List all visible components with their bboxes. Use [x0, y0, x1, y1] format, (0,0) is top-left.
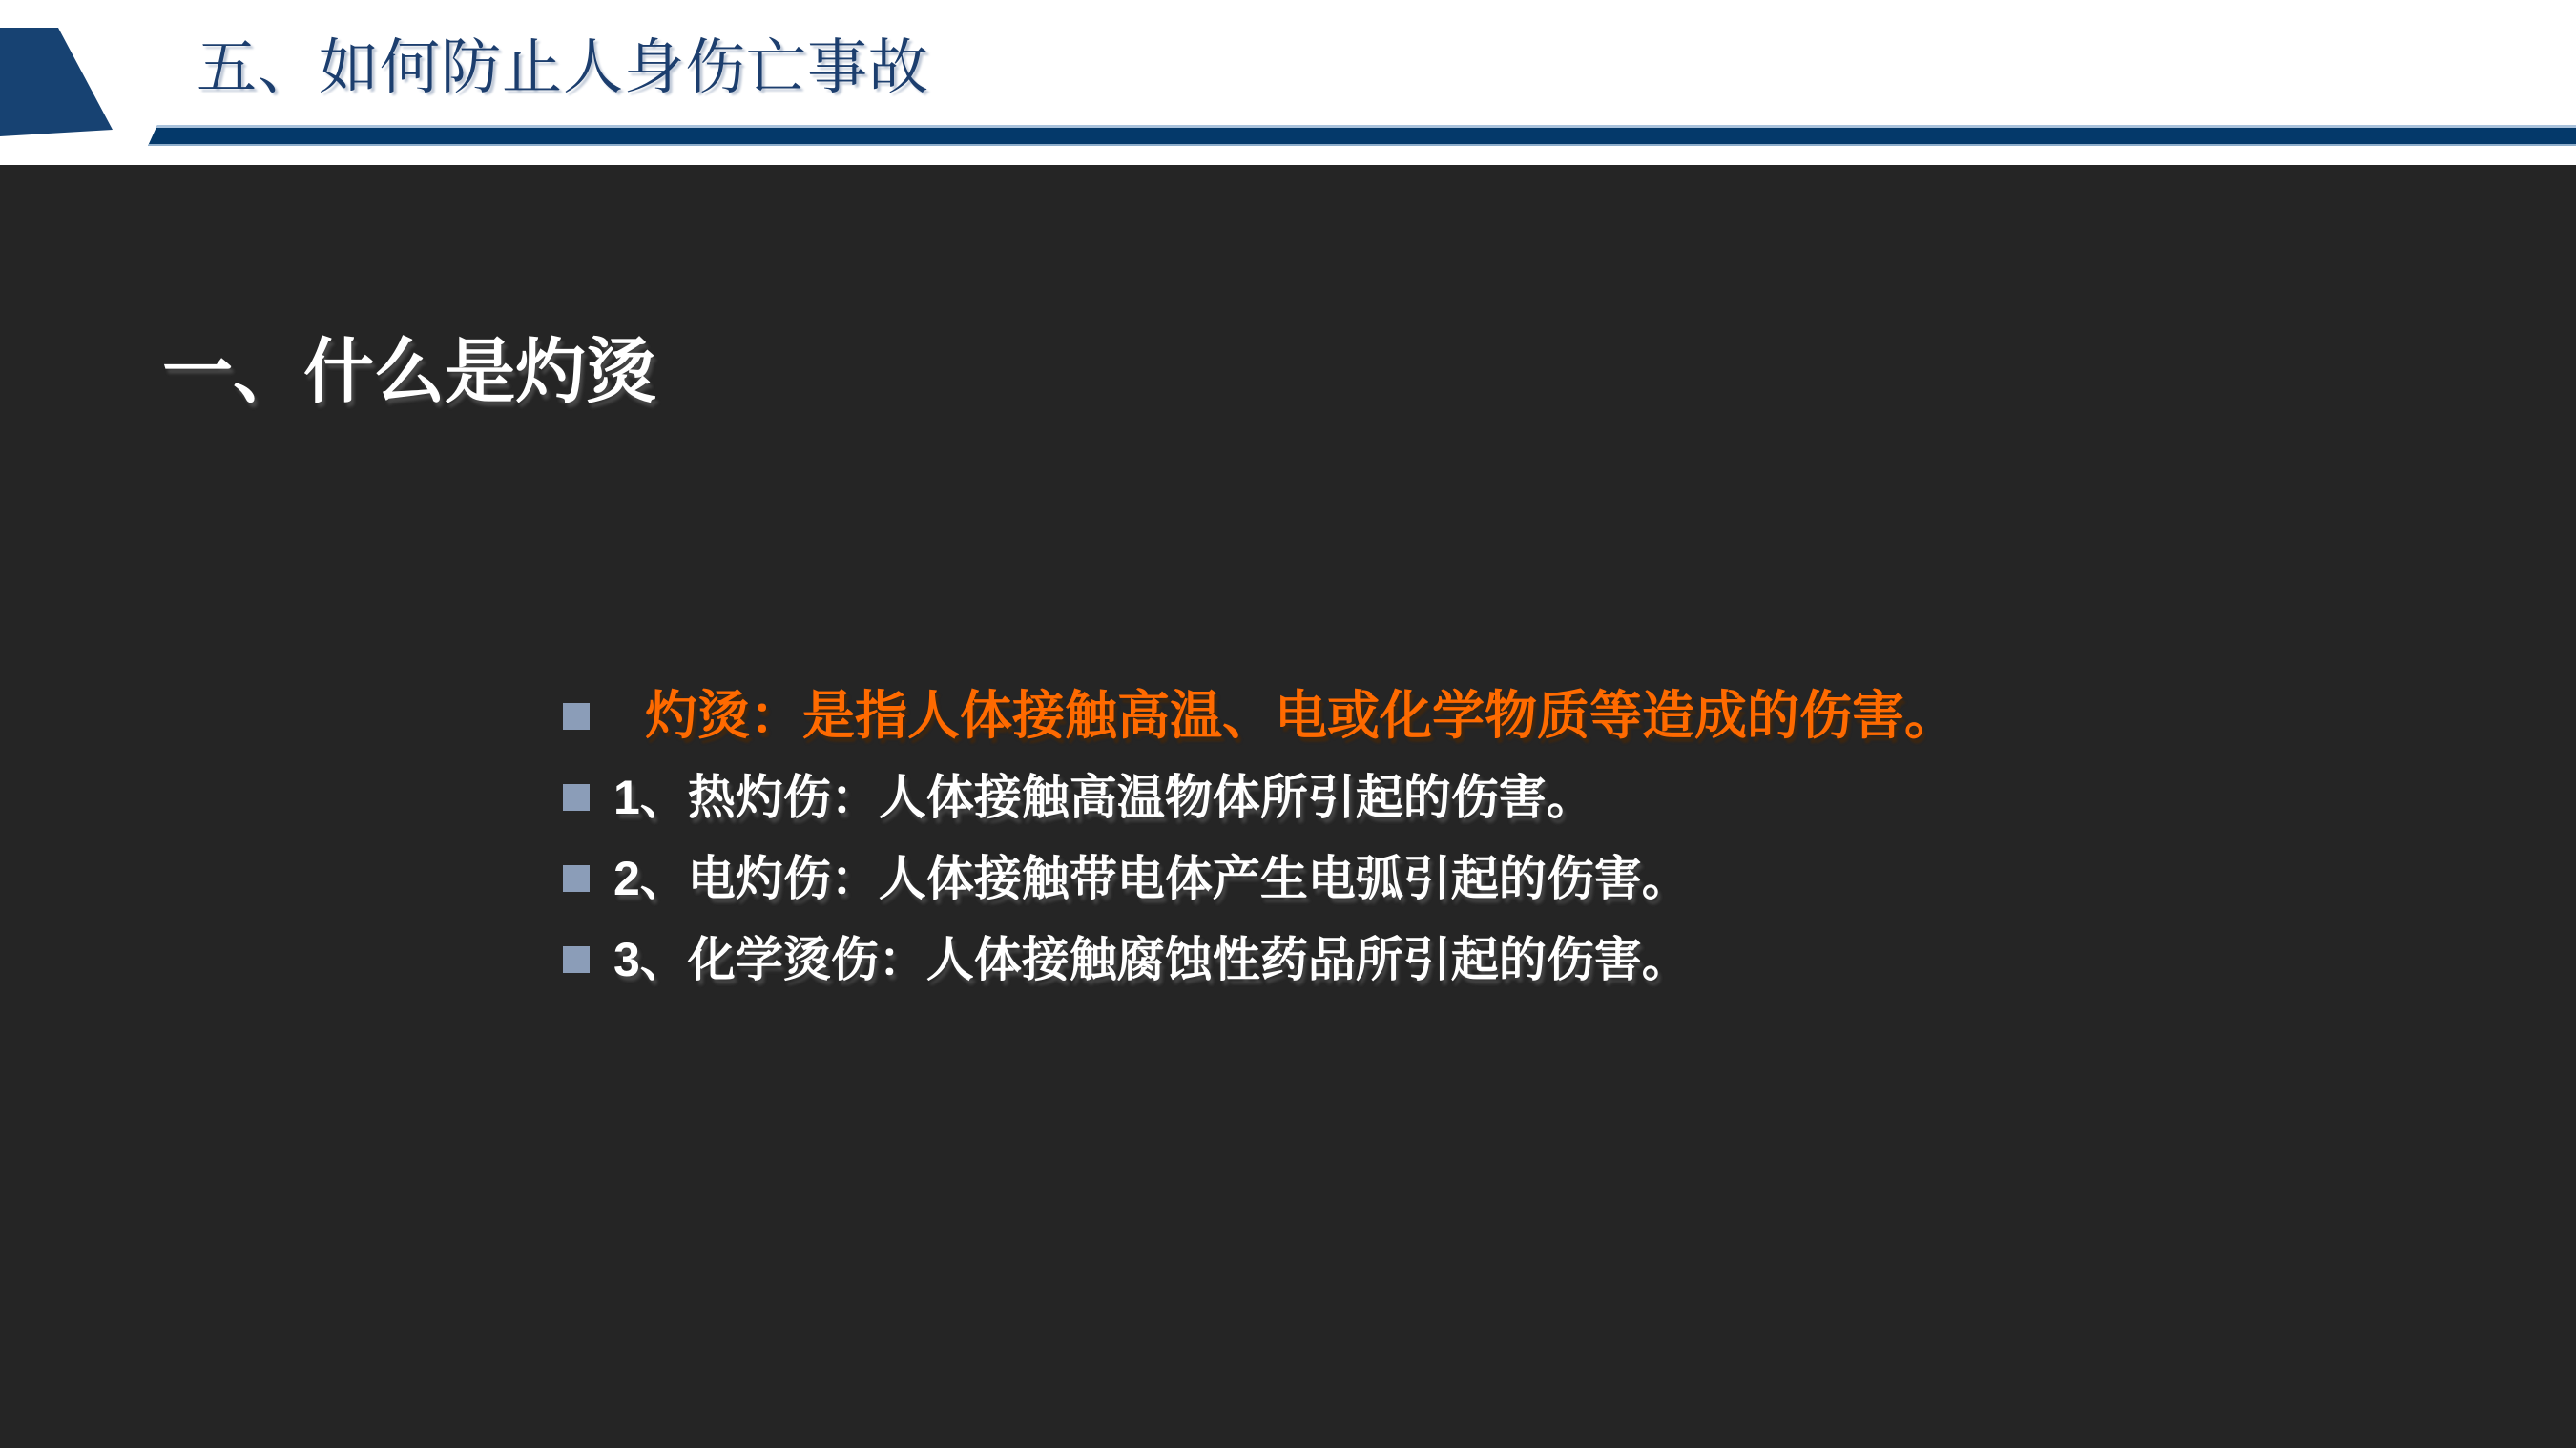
square-bullet-icon — [563, 784, 590, 811]
header-divider-stripe — [148, 125, 2576, 146]
bullet-text-definition: 灼烫：是指人体接触高温、电或化学物质等造成的伤害。 — [645, 686, 1958, 745]
list-item-thermal-burn — [563, 756, 1957, 838]
square-bullet-icon — [563, 865, 590, 892]
header-title: 五、如何防止人身伤亡事故 — [197, 34, 929, 101]
bullet-text-thermal-burn: 1、热灼伤：人体接触高温物体所引起的伤害。 — [613, 770, 1594, 824]
slide-body — [0, 165, 2576, 1448]
bullet-text-electric-burn: 2、电灼伤：人体接触带电体产生电弧引起的伤害。 — [613, 851, 1690, 905]
square-bullet-icon — [563, 703, 590, 730]
section-heading: 一、什么是灼烫 — [162, 332, 656, 411]
slide-header — [0, 0, 2576, 165]
bullet-text-chemical-burn: 3、化学烫伤：人体接触腐蚀性药品所引起的伤害。 — [613, 932, 1690, 986]
square-bullet-icon — [563, 946, 590, 973]
list-item-chemical-burn — [563, 919, 1957, 1000]
list-item-definition — [563, 675, 1957, 756]
list-item-electric-burn — [563, 838, 1957, 919]
header-accent-trapezoid — [0, 28, 113, 136]
bullet-list — [563, 675, 1957, 1000]
